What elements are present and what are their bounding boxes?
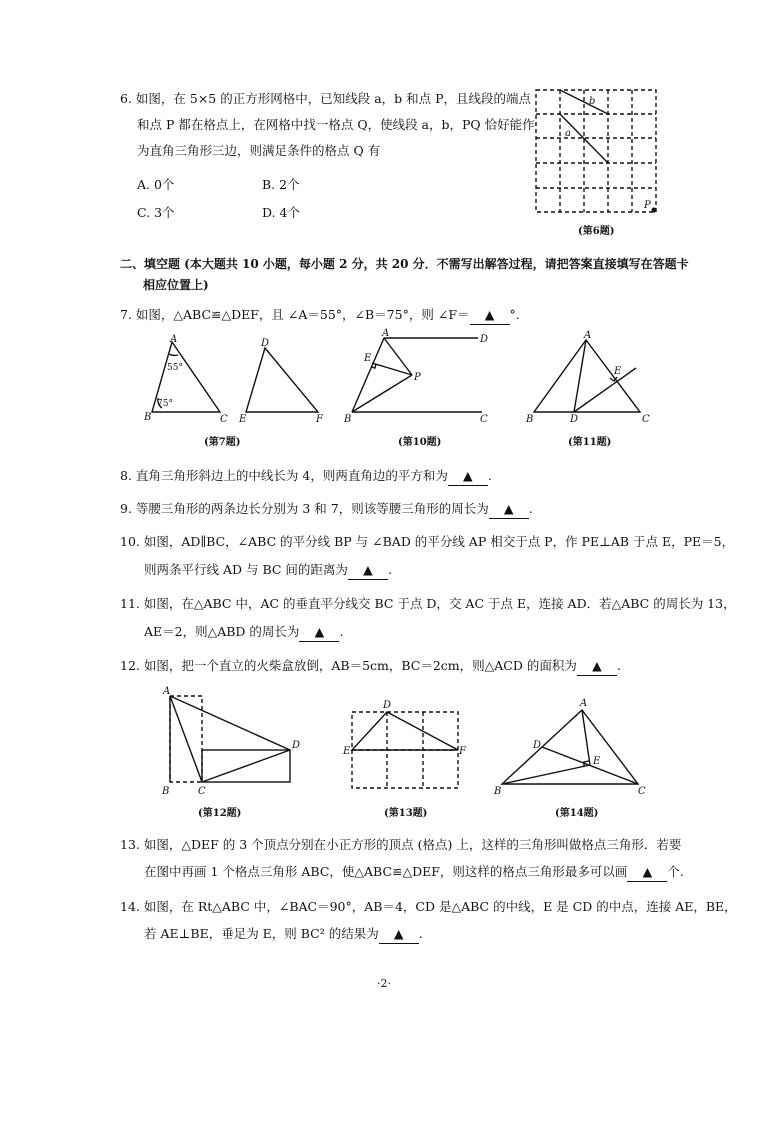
q13-blank: ▲ [627,863,667,882]
q6-line1: 6. 如图，在 5×5 的正方形网格中，已知线段 a，b 和点 P，且线段的端点 [120,91,532,106]
caption-q12: (第12题) [198,808,242,819]
q6-option-a: A. 0个 [137,177,175,192]
label-d: D [480,334,489,345]
q9-text: 9. 等腰三角形的两条边长分别为 3 和 7，则该等腰三角形的周长为 [120,501,489,516]
caption-q13: (第13题) [384,808,428,819]
q6-line2: 和点 P 都在格点上，在网格中找一格点 Q，使线段 a，b，PQ 恰好能作 [137,117,535,132]
q10-blank: ▲ [348,561,388,580]
triangle-def [352,712,458,750]
perpendicular-bisector [574,368,636,412]
q13-tail: 个. [667,864,684,879]
q11-text: AE＝2，则△ABD 的周长为 [144,624,300,639]
label-e: E [614,366,622,377]
label-e: E [364,353,372,364]
label-c: C [642,414,650,425]
label-p: P [414,372,421,383]
label-a: A [580,698,588,709]
q9-tail: . [528,501,533,516]
q12-tail: . [616,658,621,673]
label-a: a [565,128,571,139]
segment-bp [352,375,412,412]
caption-q10: (第10题) [398,437,442,448]
q14-tail: . [418,926,423,941]
label-b: B [144,412,152,423]
q13-text: 在图中再画 1 个格点三角形 ABC，使△ABC≌△DEF，则这样的格点三角形最多可以画 [144,864,628,879]
label-d: D [292,740,301,751]
label-d: D [383,700,392,711]
q11-line1: 11. 如图，在△ABC 中，AC 的垂直平分线交 BC 于点 D，交 AC 于点 E，连接 AD．若△ABC 的周长为 13， [120,596,736,611]
label-a: A [584,330,592,341]
label-b: b [589,96,596,107]
segment-ap [384,338,412,375]
q8-tail: . [487,468,492,483]
q11-blank: ▲ [299,623,339,642]
label-d: D [570,414,579,425]
figure-q12 [160,688,310,800]
figure-q14 [492,696,652,798]
label-c: C [480,414,488,425]
q13-line1: 13. 如图，△DEF 的 3 个顶点分别在小正方形的顶点 (格点) 上，这样的三角形叫做格点三角形．若要 [120,837,682,852]
q7-blank: ▲ [470,306,510,325]
point-p [652,208,657,213]
figure-q10 [340,328,490,425]
figure-q13-grid [340,698,464,798]
q14-line1: 14. 如图，在 Rt△ABC 中，∠BAC＝90°，AB＝4，CD 是△ABC 的中线，E 是 CD 的中点，连接 AE，BE， [120,899,737,914]
q9-line [120,500,533,519]
triangle-def [246,348,318,412]
label-b: B [344,414,352,425]
label-e: E [343,746,351,757]
figure-q6-grid [534,88,658,214]
q8-text: 8. 直角三角形斜边上的中线长为 4，则两直角边的平方和为 [120,468,448,483]
q10-line1: 10. 如图，AD∥BC，∠ABC 的平分线 BP 与 ∠BAD 的平分线 AP 相交于点 P，作 PE⊥AB 于点 E，PE＝5， [120,534,735,549]
angle-b: 75° [157,399,173,409]
segment-cd [202,750,290,782]
label-c: C [220,414,228,425]
label-a: A [163,686,171,697]
q6-line3: 为直角三角形三边，则满足条件的格点 Q 有 [137,143,381,158]
q10-line2 [144,561,392,580]
q14-blank: ▲ [379,925,419,944]
q6-option-d: D. 4个 [262,205,300,220]
section2-line2: 相应位置上) [143,278,209,292]
angle-a: 55° [167,363,183,373]
segment-pe [372,363,412,375]
segment-be [502,765,590,784]
q9-blank: ▲ [489,500,529,519]
q14-text: 若 AE⊥BE，垂足为 E，则 BC² 的结果为 [144,926,379,941]
q7-text: 7. 如图，△ABC≌△DEF，且 ∠A＝55°，∠B＝75°，则 ∠F＝ [120,307,470,322]
figure-q7 [140,334,340,424]
q14-line2 [144,925,423,944]
q8-blank: ▲ [448,467,488,486]
q7-line [120,306,520,325]
q10-tail: . [387,562,392,577]
label-e: E [239,414,247,425]
label-d: D [261,338,270,349]
label-f: F [459,746,466,757]
label-d: D [533,740,542,751]
section2-line1: 二、填空题 (本大题共 10 小题，每小题 2 分，共 20 分．不需写出解答过程，请把答案直接填写在答题卡 [120,257,689,271]
label-a: A [170,334,178,345]
q11-tail: . [339,624,344,639]
label-b: B [162,786,170,797]
figure-q11 [518,330,658,425]
caption-q7: (第7题) [204,437,241,448]
q12-blank: ▲ [577,657,617,676]
caption-q11: (第11题) [568,437,612,448]
q13-line2 [144,863,684,882]
q7-tail: °. [509,307,520,322]
caption-q6: (第6题) [578,226,615,237]
label-c: C [198,786,206,797]
q8-line [120,467,492,486]
q6-option-b: B. 2个 [262,177,300,192]
caption-q14: (第14题) [555,808,599,819]
label-f: F [316,414,323,425]
q12-line [120,657,621,676]
q12-text: 12. 如图，把一个直立的火柴盒放倒，AB＝5cm，BC＝2cm，则△ACD 的面积为 [120,658,577,673]
label-p: P [644,200,651,211]
q10-text: 则两条平行线 AD 与 BC 间的距离为 [144,562,348,577]
q11-line2 [144,623,343,642]
segment-ad [170,696,290,750]
label-b: B [494,786,502,797]
label-b: B [526,414,534,425]
label-e: E [593,756,601,767]
segment-ad [574,340,586,412]
page-number: ·2· [377,977,391,990]
segment-ab [352,338,384,412]
label-a: A [382,328,390,339]
triangle-abc [502,710,638,784]
label-c: C [638,786,646,797]
q6-option-c: C. 3个 [137,205,175,220]
